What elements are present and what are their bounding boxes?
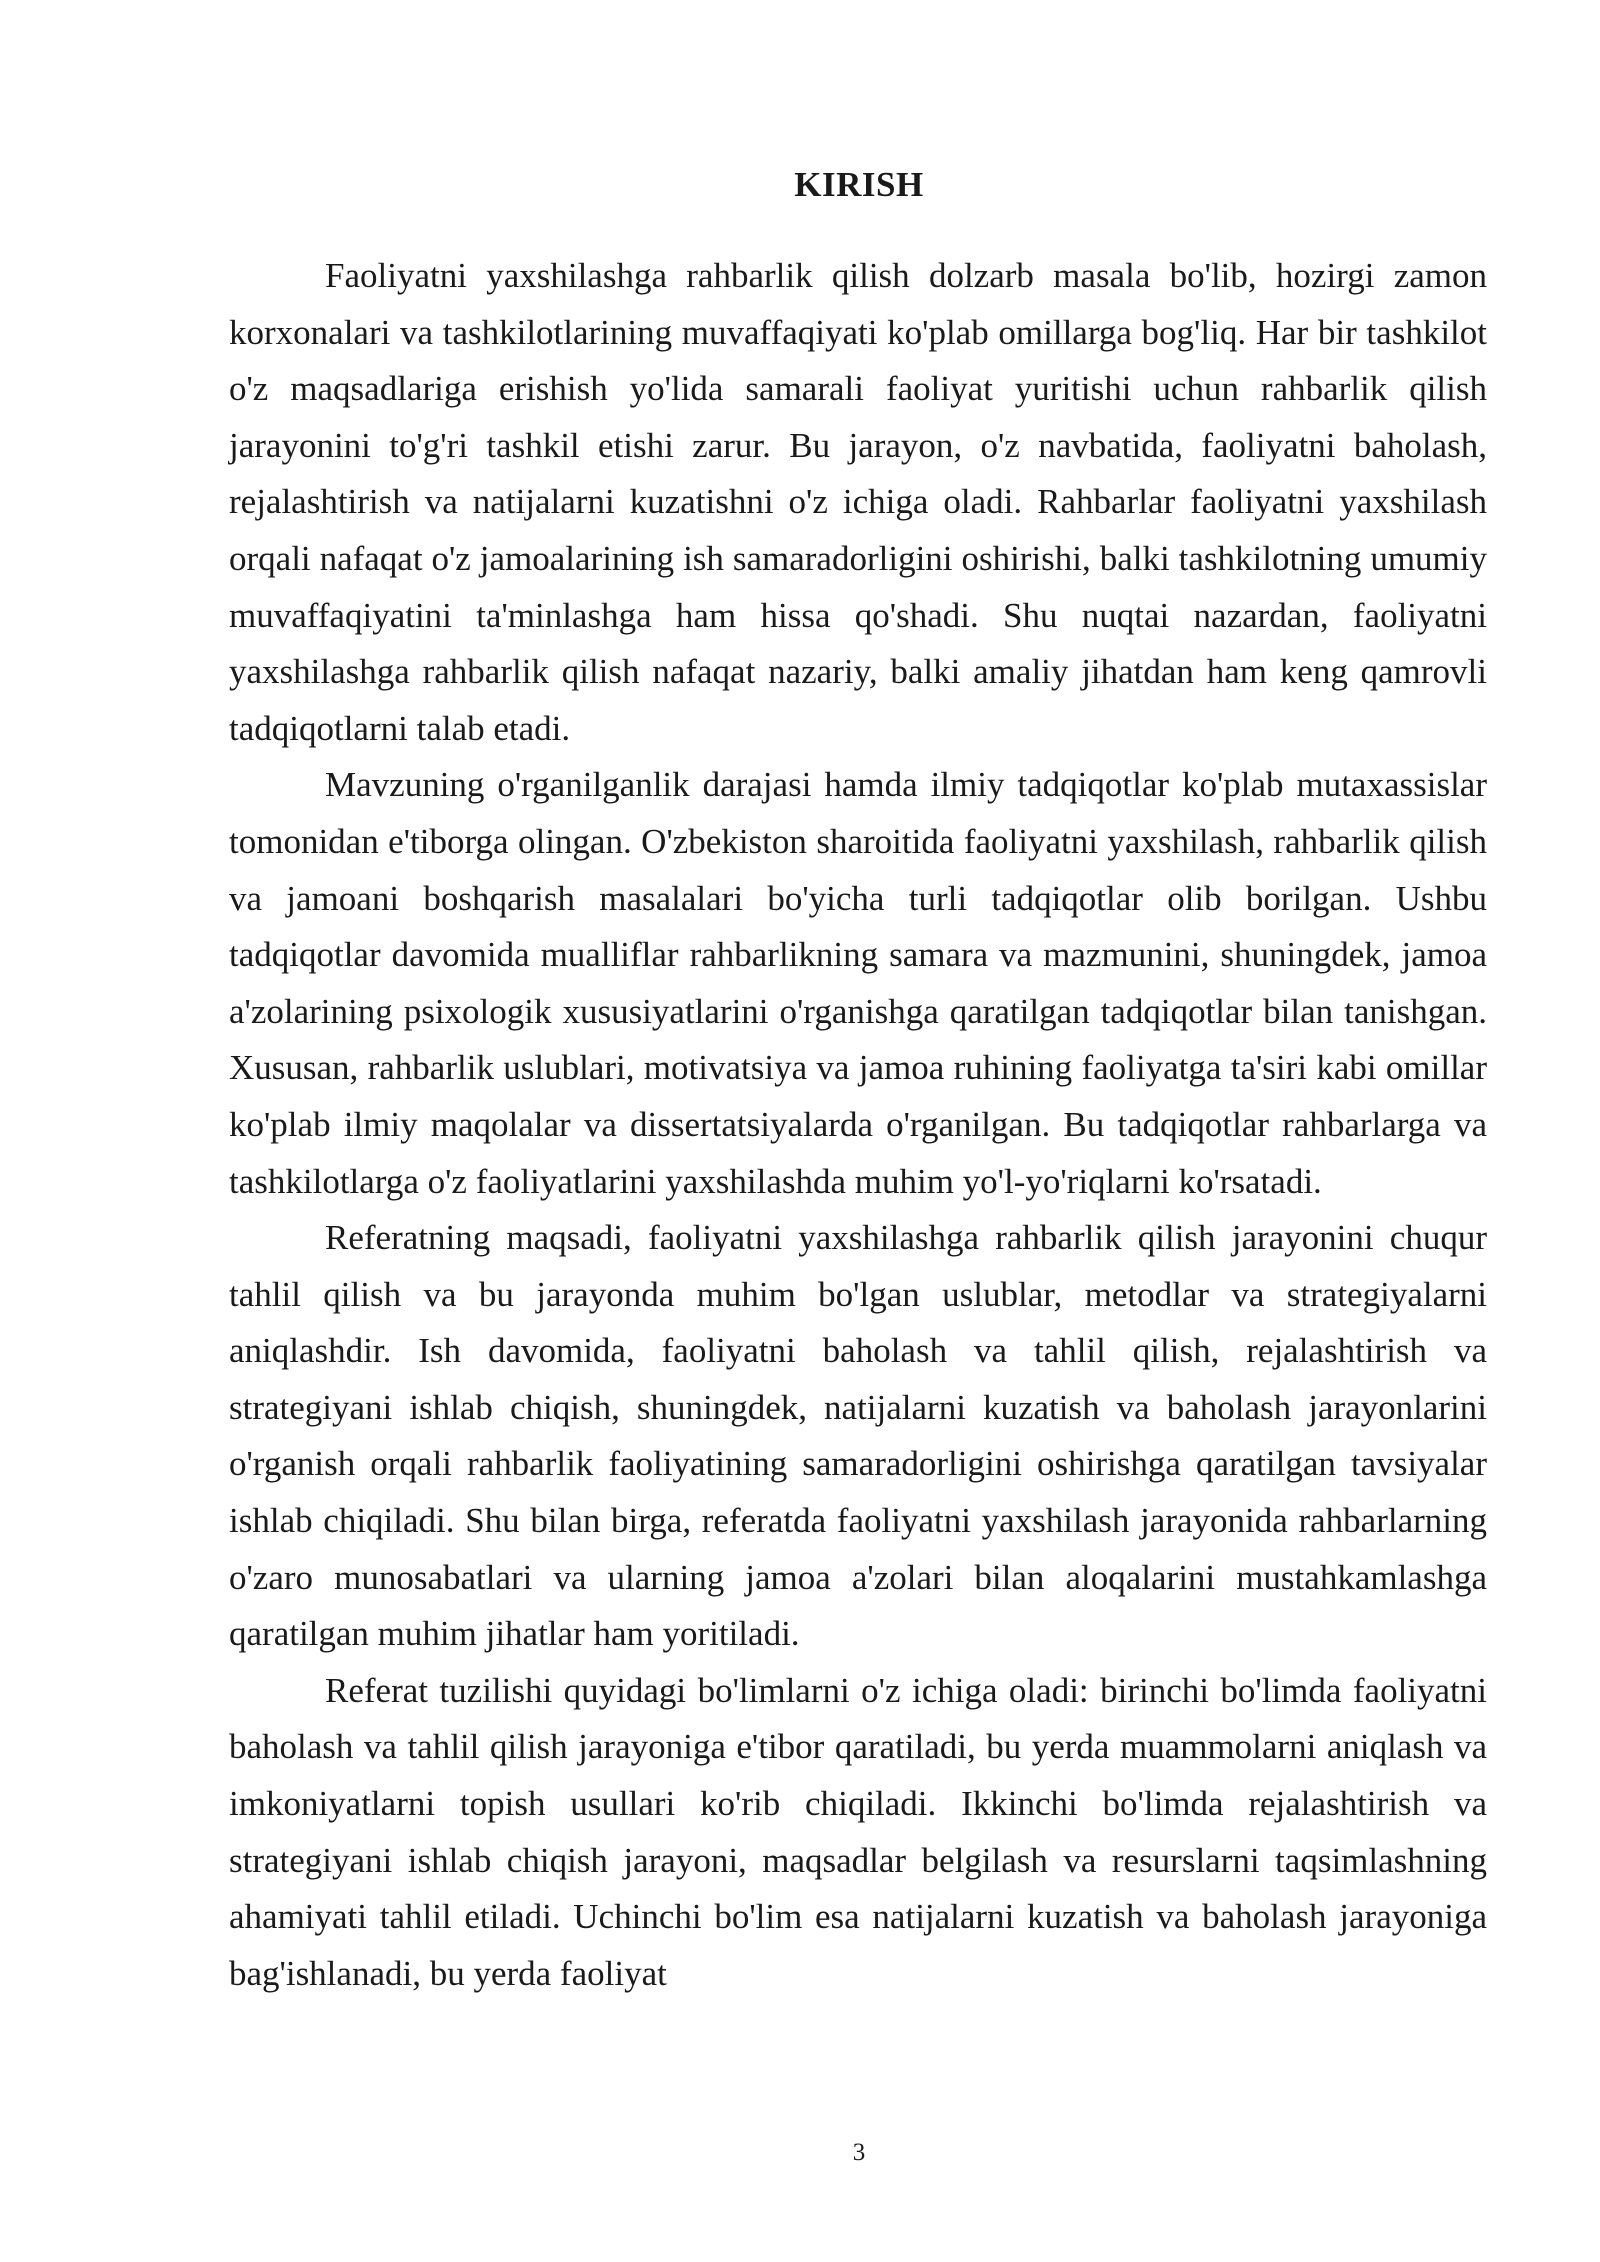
paragraph-3: Referatning maqsadi, faoliyatni yaxshilashga rahbarlik qilish jarayonini chuqur tahlil qilish va bu jarayonda muhim bo'lgan uslublar, metodlar va strategiyalarni aniqlashdir. Ish davomida, faoliyatni baholash va tahlil qilish, rejalashtirish va strategiyani ishlab chiqish, shuningdek, natijalarni kuzatish va baholash jarayonlarini o'rganish orqali rahbarlik faoliyatining samaradorligini oshirishga qaratilgan tavsiyalar ishlab chiqiladi. Shu bilan birga, referatda faoliyatni yaxshilash jarayonida rahbarlarning o'zaro munosabatlari va ularning jamoa a'zolari bilan aloqalarini mustahkamlashga qaratilgan muhim jihatlar ham yoritiladi. (229, 1218, 1487, 1654)
paragraph-4: Referat tuzilishi quyidagi bo'limlarni o'z ichiga oladi: birinchi bo'limda faoliyatni baholash va tahlil qilish jarayoniga e'tibor qaratiladi, bu yerda muammolarni aniqlash va imkoniyatlarni topish usullari ko'rib chiqiladi. Ikkinchi bo'limda rejalashtirish va strategiyani ishlab chiqish jarayoni, maqsadlar belgilash va resurslarni taqsimlashning ahamiyati tahlil etiladi. Uchinchi bo'lim esa natijalarni kuzatish va baholash jarayoniga bag'ishlanadi, bu yerda faoliyat (229, 1670, 1487, 1993)
body-text (229, 248, 1487, 2002)
section-title: KIRISH (794, 165, 924, 204)
paragraph-1: Faoliyatni yaxshilashga rahbarlik qilish dolzarb masala bo'lib, hozirgi zamon korxonalari va tashkilotlarining muvaffaqiyati ko'plab omillarga bog'liq. Har bir tashkilot o'z maqsadlariga erishish yo'lida samarali faoliyat yuritishi uchun rahbarlik qilish jarayonini to'g'ri tashkil etishi zarur. Bu jarayon, o'z navbatida, faoliyatni baholash, rejalashtirish va natijalarni kuzatishni o'z ichiga oladi. Rahbarlar faoliyatni yaxshilash orqali nafaqat o'z jamoalarining ish samaradorligini oshirishi, balki tashkilotning umumiy muvaffaqiyatini ta'minlashga ham hissa qo'shadi. Shu nuqtai nazardan, faoliyatni yaxshilashga rahbarlik qilish nafaqat nazariy, balki amaliy jihatdan ham keng qamrovli tadqiqotlarni talab etadi. (229, 256, 1487, 748)
paragraph-2: Mavzuning o'rganilganlik darajasi hamda ilmiy tadqiqotlar ko'plab mutaxassislar tomonidan e'tiborga olingan. O'zbekiston sharoitida faoliyatni yaxshilash, rahbarlik qilish va jamoani boshqarish masalalari bo'yicha turli tadqiqotlar olib borilgan. Ushbu tadqiqotlar davomida mualliflar rahbarlikning samara va mazmunini, shuningdek, jamoa a'zolarining psixologik xususiyatlarini o'rganishga qaratilgan tadqiqotlar bilan tanishgan. Xususan, rahbarlik uslublari, motivatsiya va jamoa ruhining faoliyatga ta'siri kabi omillar ko'plab ilmiy maqolalar va dissertatsiyalarda o'rganilgan. Bu tadqiqotlar rahbarlarga va tashkilotlarga o'z faoliyatlarini yaxshilashda muhim yo'l-yo'riqlarni ko'rsatadi. (229, 765, 1487, 1201)
page-number: 3 (852, 2139, 866, 2166)
